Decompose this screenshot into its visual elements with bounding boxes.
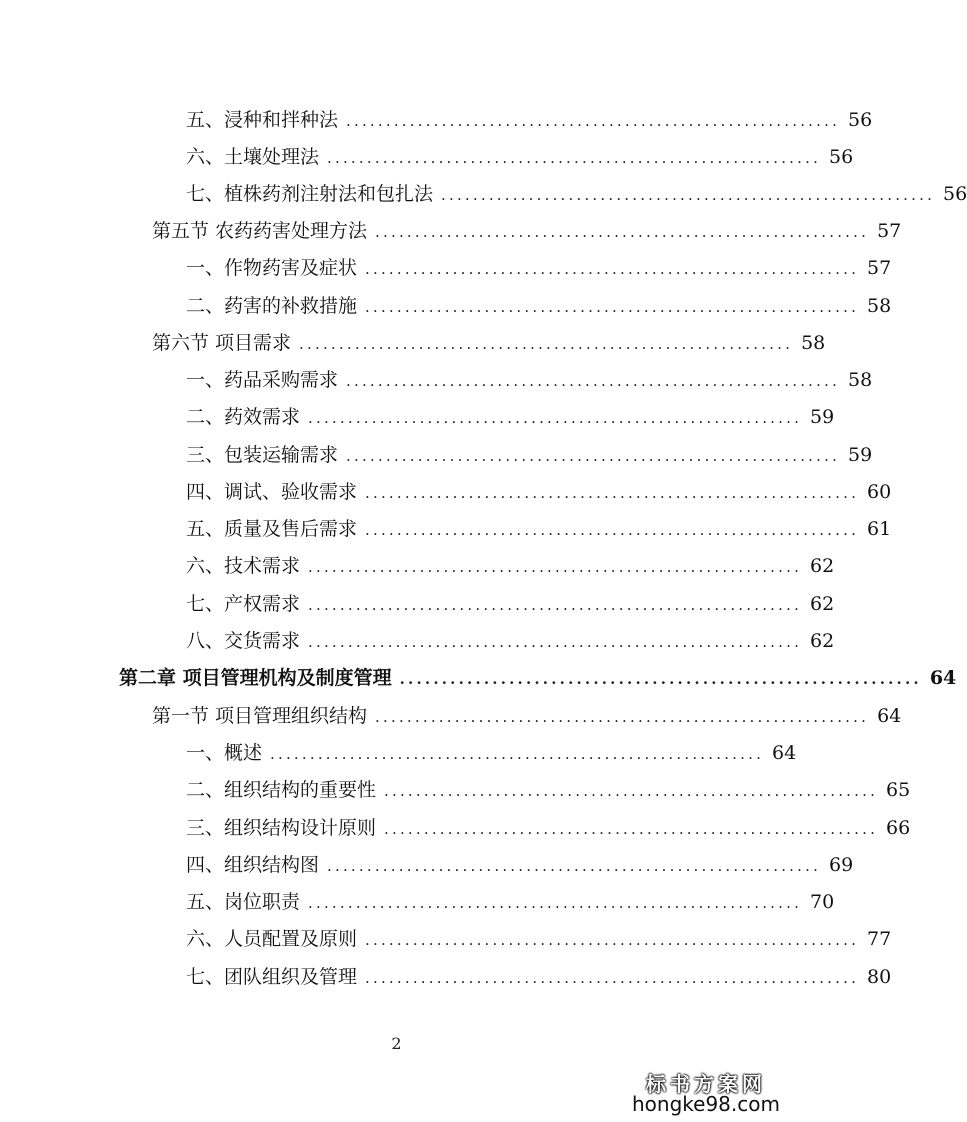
toc-entry-page: 59 [848,444,873,466]
toc-entry[interactable] [186,405,835,429]
toc-entry[interactable] [186,517,892,541]
toc-entry-label: 七、产权需求 [186,593,301,615]
toc-leader-dots: .............................................................. [346,447,841,465]
toc-entry[interactable] [186,443,873,467]
toc-leader-dots: .............................................................. [399,670,922,688]
toc-entry-page: 58 [848,369,873,391]
toc-entry-page: 56 [829,146,854,168]
toc-leader-dots: .............................................................. [365,484,860,502]
toc-entry[interactable] [186,108,873,132]
toc-leader-dots: .............................................................. [308,894,803,912]
toc-entry-page: 66 [886,817,911,839]
toc-entry-page: 64 [877,705,902,727]
toc-entry-label: 五、质量及售后需求 [186,518,358,540]
toc-leader-dots: .............................................................. [299,335,794,353]
toc-entry-label: 六、技术需求 [186,555,301,577]
toc-entry-label: 六、土壤处理法 [186,146,320,168]
toc-section-entry[interactable] [152,331,826,355]
toc-entry-page: 59 [810,406,835,428]
toc-entry[interactable] [186,294,892,318]
toc-leader-dots: .............................................................. [375,223,870,241]
toc-entry-label: 三、组织结构设计原则 [186,817,377,839]
toc-entry-label: 一、药品采购需求 [186,369,339,391]
toc-entry-label: 七、团队组织及管理 [186,966,358,988]
toc-leader-dots: .............................................................. [365,969,860,987]
toc-entry-page: 64 [929,667,957,689]
toc-leader-dots: .............................................................. [365,931,860,949]
toc-entry-label: 第二章 项目管理机构及制度管理 [119,667,392,689]
toc-leader-dots: .............................................................. [384,820,879,838]
toc-leader-dots: .............................................................. [441,186,936,204]
toc-entry[interactable] [186,554,835,578]
toc-entry-label: 四、调试、验收需求 [186,481,358,503]
toc-entry-page: 57 [867,257,892,279]
toc-entry-label: 二、组织结构的重要性 [186,779,377,801]
toc-leader-dots: .............................................................. [375,708,870,726]
toc-entry-page: 62 [810,593,835,615]
toc-entry[interactable] [186,778,911,802]
toc-entry[interactable] [186,741,797,765]
toc-entry-page: 62 [810,630,835,652]
toc-leader-dots: .............................................................. [308,596,803,614]
toc-entry[interactable] [186,145,854,169]
toc-entry-label: 八、交货需求 [186,630,301,652]
toc-leader-dots: .............................................................. [270,745,765,763]
toc-leader-dots: .............................................................. [308,558,803,576]
toc-entry[interactable] [186,927,892,951]
toc-entry-label: 一、作物药害及症状 [186,257,358,279]
toc-entry[interactable] [186,853,854,877]
toc-entry[interactable] [186,256,892,280]
toc-section-entry[interactable] [152,219,902,243]
toc-entry[interactable] [186,629,835,653]
toc-entry[interactable] [186,816,911,840]
toc-entry-label: 二、药效需求 [186,406,301,428]
toc-entry[interactable] [186,182,967,206]
toc-entry-page: 62 [810,555,835,577]
toc-section-entry[interactable] [152,704,902,728]
toc-entry-page: 61 [867,518,892,540]
toc-entry-page: 65 [886,779,911,801]
toc-entry-page: 69 [829,854,854,876]
toc-leader-dots: .............................................................. [365,521,860,539]
toc-entry-label: 七、植株药剂注射法和包扎法 [186,183,434,205]
toc-entry-page: 77 [867,928,892,950]
toc-entry[interactable] [186,368,873,392]
toc-entry[interactable] [186,480,892,504]
toc-leader-dots: .............................................................. [308,409,803,427]
toc-entry-label: 第一节 项目管理组织结构 [152,705,368,727]
toc-entry[interactable] [186,965,892,989]
toc-entry-label: 六、人员配置及原则 [186,928,358,950]
toc-entry-label: 二、药害的补救措施 [186,295,358,317]
toc-leader-dots: .............................................................. [346,112,841,130]
toc-entry-label: 五、浸种和拌种法 [186,109,339,131]
toc-chapter-entry[interactable] [119,666,957,690]
toc-entry[interactable] [186,592,835,616]
toc-entry-label: 第五节 农药药害处理方法 [152,220,368,242]
toc-entry-page: 57 [877,220,902,242]
toc-entry-label: 三、包装运输需求 [186,444,339,466]
toc-leader-dots: .............................................................. [346,372,841,390]
toc-leader-dots: .............................................................. [327,857,822,875]
toc-entry-page: 56 [848,109,873,131]
toc-leader-dots: .............................................................. [365,298,860,316]
toc-entry-page: 58 [801,332,826,354]
page-number: 2 [391,1034,402,1053]
watermark-logo-text: 标书方案网 [646,1072,766,1096]
toc-entry-label: 四、组织结构图 [186,854,320,876]
toc-entry-page: 58 [867,295,892,317]
toc-entry-label: 第六节 项目需求 [152,332,292,354]
toc-leader-dots: .............................................................. [308,633,803,651]
toc-leader-dots: .............................................................. [384,782,879,800]
toc-entry-page: 60 [867,481,892,503]
toc-entry[interactable] [186,890,835,914]
toc-entry-label: 五、岗位职责 [186,891,301,913]
toc-entry-page: 80 [867,966,892,988]
toc-leader-dots: .............................................................. [327,149,822,167]
watermark-url: hongke98.com [632,1092,780,1116]
toc-leader-dots: .............................................................. [365,260,860,278]
toc-entry-page: 64 [772,742,797,764]
toc-entry-page: 70 [810,891,835,913]
toc-entry-page: 56 [943,183,967,205]
toc-entry-label: 一、概述 [186,742,263,764]
